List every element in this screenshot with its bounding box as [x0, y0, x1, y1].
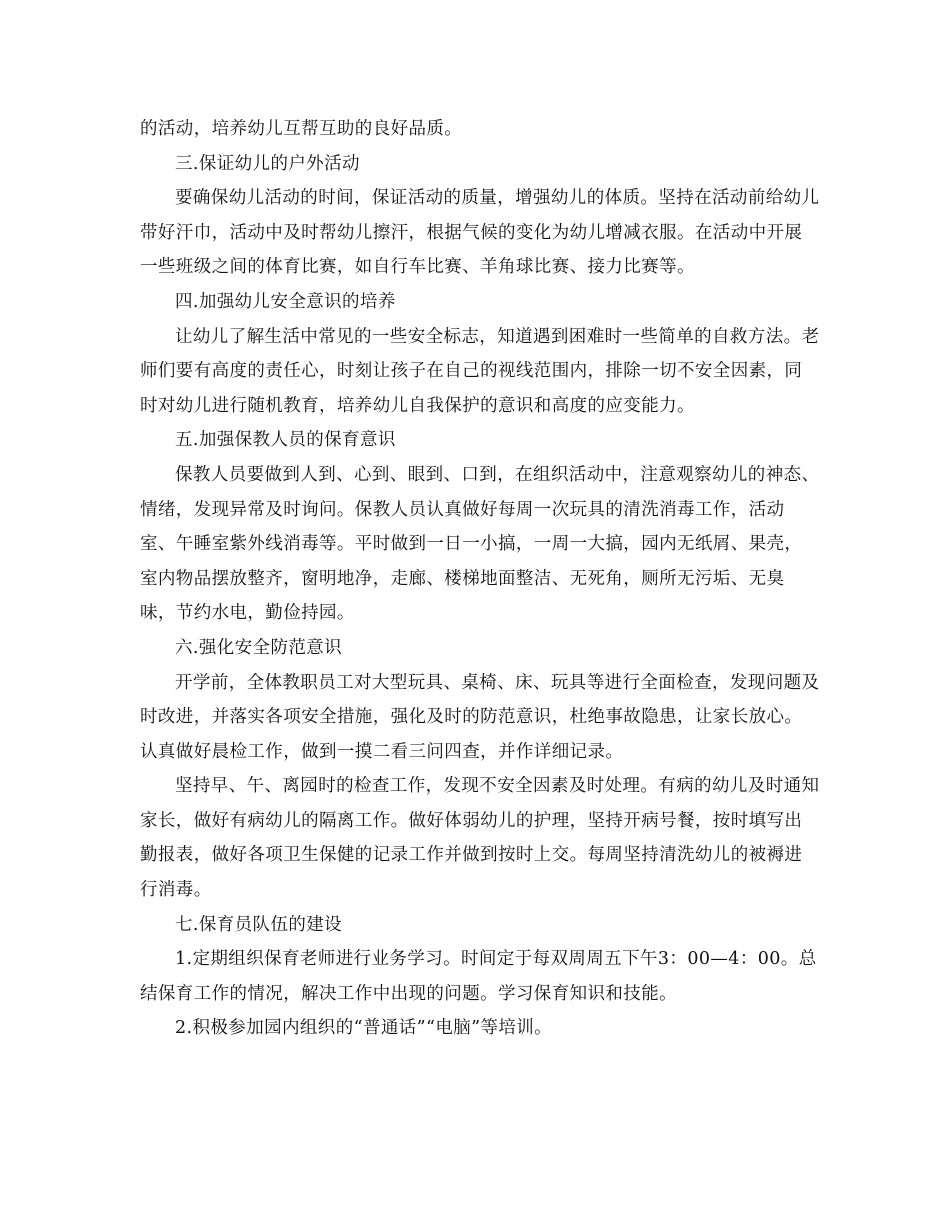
section-heading-4: 四.加强幼儿安全意识的培养	[175, 291, 396, 312]
section-heading-3: 三.保证幼儿的户外活动	[175, 153, 360, 174]
list-item-2: 2.积极参加园内组织的“普通话”“电脑”等培训。	[175, 1018, 553, 1039]
paragraph-safety-prevention: 开学前，全体教职员工对大型玩具、桌椅、床、玩具等进行全面检查，发现问题及时改进，并落实各项安全措施，强化及时的防范意识，杜绝事故隐患，让家长放心。认真做好晨检工作，做到一摸二看三问四查，并作详细记录。	[140, 672, 820, 762]
section-heading-6: 六.强化安全防范意识	[175, 637, 343, 658]
paragraph-staff-care: 保教人员要做到人到、心到、眼到、口到，在组织活动中，注意观察幼儿的神态、情绪，发现异常及时询问。保教人员认真做好每周一次玩具的清洗消毒工作，活动室、午睡室紫外线消毒等。平时做到一日一小搞，一周一大搞，园内无纸屑、果壳，室内物品摆放整齐，窗明地净，走廊、楼梯地面整洁、无死角，厕所无污垢、无臭味，节约水电，勤俭持园。	[140, 464, 820, 624]
list-item-1: 1.定期组织保育老师进行业务学习。时间定于每双周周五下午3：00—4：00。总结保育工作的情况，解决工作中出现的问题。学习保育知识和技能。	[140, 949, 817, 1004]
paragraph-safety-awareness: 让幼儿了解生活中常见的一些安全标志，知道遇到困难时一些简单的自救方法。老师们要有高度的责任心，时刻让孩子在自己的视线范围内，排除一切不安全因素，同时对幼儿进行随机教育，培养幼儿自我保护的意识和高度的应变能力。	[140, 326, 820, 416]
paragraph-outdoor-activities: 要确保幼儿活动的时间，保证活动的质量，增强幼儿的体质。坚持在活动前给幼儿带好汗巾，活动中及时帮幼儿擦汗，根据气候的变化为幼儿增减衣服。在活动中开展一些班级之间的体育比赛，如自行车比赛、羊角球比赛、接力比赛等。	[140, 188, 820, 278]
paragraph-continuation: 的活动，培养幼儿互帮互助的良好品质。	[140, 119, 463, 139]
paragraph-daily-checks: 坚持早、午、离园时的检查工作，发现不安全因素及时处理。有病的幼儿及时通知家长，做好有病幼儿的隔离工作。做好体弱幼儿的护理，坚持开病号餐，按时填写出勤报表，做好各项卫生保健的记录工作并做到按时上交。每周坚持清洗幼儿的被褥进行消毒。	[140, 776, 820, 901]
document-body	[140, 112, 820, 1046]
section-heading-5: 五.加强保教人员的保育意识	[175, 430, 396, 451]
section-heading-7: 七.保育员队伍的建设	[175, 914, 343, 935]
